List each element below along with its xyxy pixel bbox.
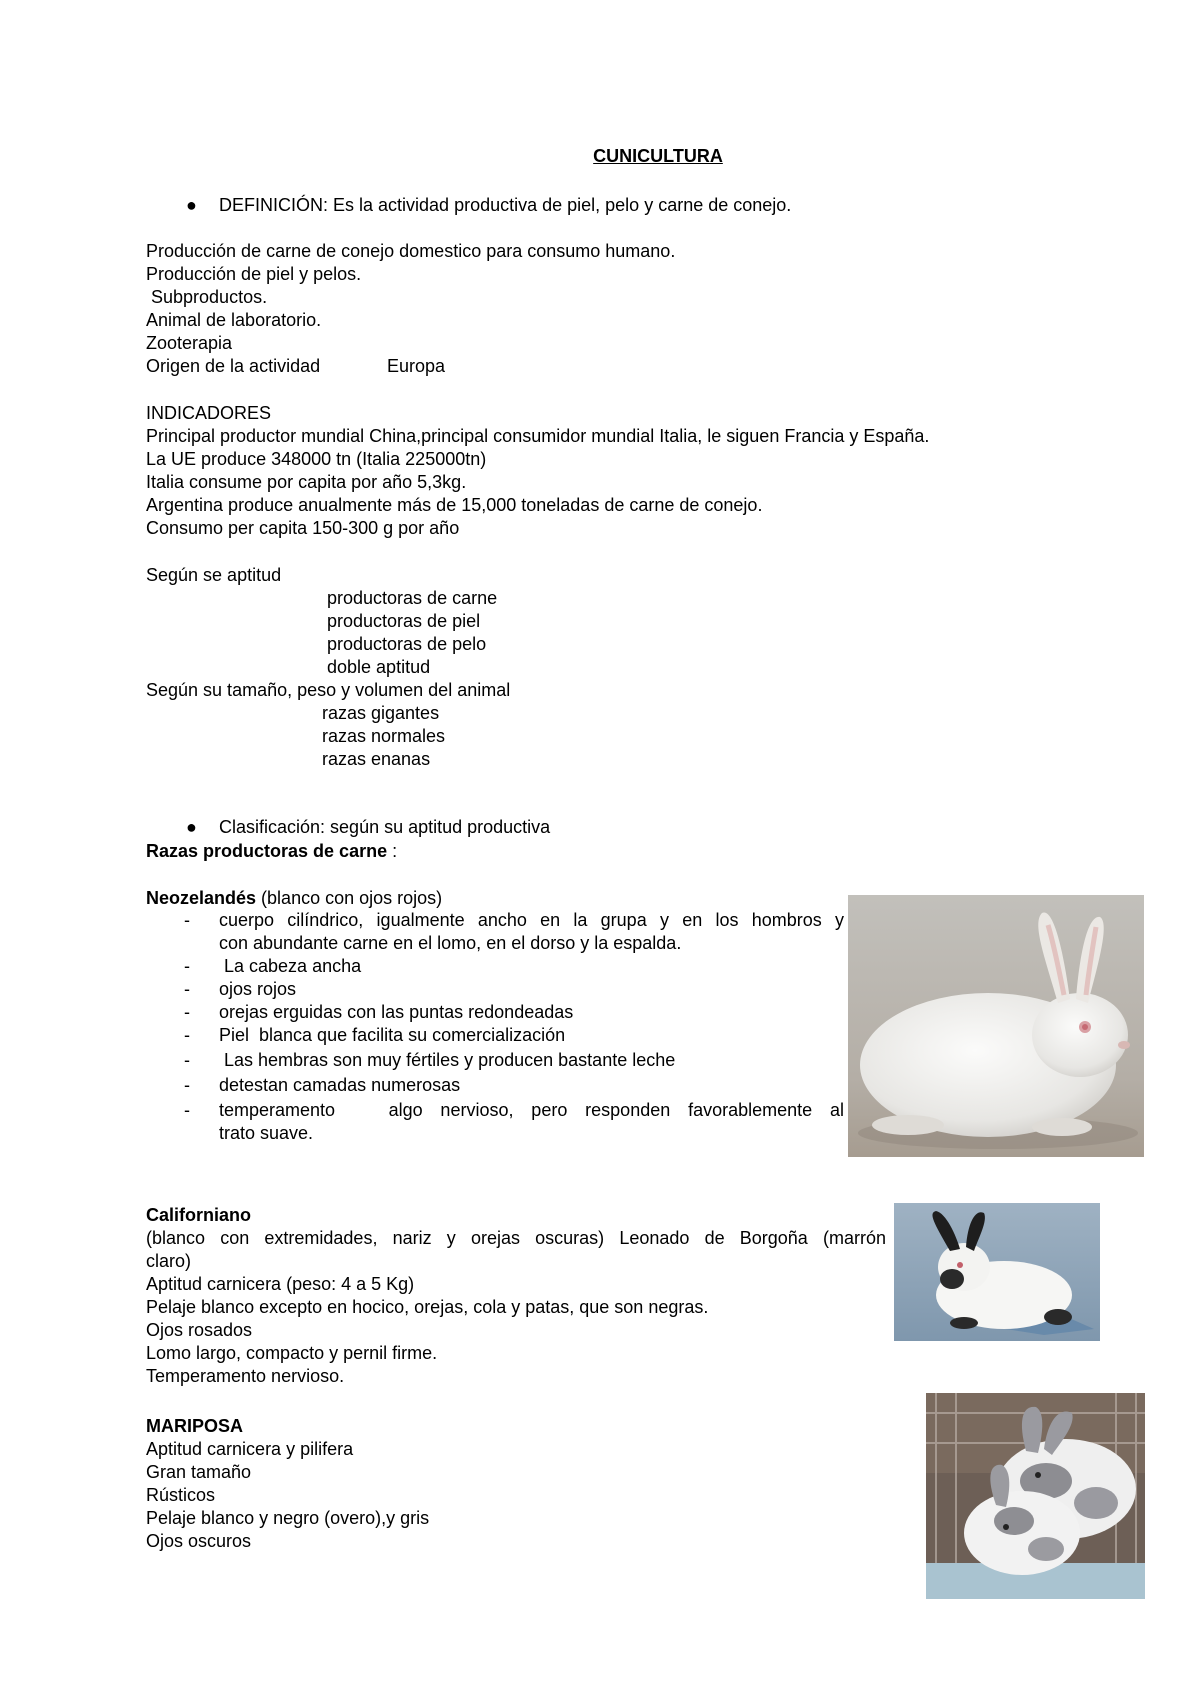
californiano-name: Californiano [146,1205,252,1225]
use-line: Animal de laboratorio. [146,310,322,330]
neozelandes-item: detestan camadas numerosas [219,1075,461,1095]
bullet-classification: ● [186,817,197,837]
neozelandes-item: La cabeza ancha [219,956,362,976]
mariposa-line: Ojos oscuros [146,1531,252,1551]
mariposa-rabbits-photo [926,1393,1145,1599]
classification-text: Clasificación: según su aptitud productiva [219,817,551,837]
californiano-line: Pelaje blanco excepto en hocico, orejas, cola y patas, que son negras. [146,1297,709,1317]
dash-marker: - [184,979,190,999]
origin-value: Europa [387,356,446,376]
dash-marker: - [184,910,190,930]
mariposa-heading [146,1415,243,1438]
aptitude-item: productoras de carne [327,588,498,608]
size-item: razas normales [322,726,446,746]
document-title: CUNICULTURA [593,146,723,166]
neozelandes-item: orejas erguidas con las puntas redondeadas [219,1002,574,1022]
definition-text: DEFINICIÓN: Es la actividad productiva de piel, pelo y carne de conejo. [219,195,792,215]
dash-marker: - [184,1050,190,1070]
californiano-desc-line: (blanco con extremidades, nariz y orejas oscuras) Leonado de Borgoña (marrón [146,1228,886,1248]
meat-breeds-heading [146,840,397,863]
mariposa-name: MARIPOSA [146,1416,244,1436]
indicator-line: Italia consume por capita por año 5,3kg. [146,472,467,492]
dash-marker: - [184,1002,190,1022]
aptitude-heading: Según se aptitud [146,565,282,585]
meat-breeds-heading-suffix: : [387,841,398,861]
dash-marker: - [184,1100,190,1120]
dash-marker: - [184,956,190,976]
mariposa-line: Pelaje blanco y negro (overo),y gris [146,1508,430,1528]
neozelandes-desc: (blanco con ojos rojos) [256,888,443,908]
californiano-rabbit-photo [894,1203,1100,1341]
indicator-line: Consumo per capita 150-300 g por año [146,518,460,538]
size-heading: Según su tamaño, peso y volumen del animal [146,680,511,700]
aptitude-item: productoras de pelo [327,634,487,654]
indicator-line: Argentina produce anualmente más de 15,000 toneladas de carne de conejo. [146,495,763,515]
dash-marker: - [184,1075,190,1095]
neozelandes-item: ojos rojos [219,979,297,999]
californiano-line: Lomo largo, compacto y pernil firme. [146,1343,438,1363]
neozelandes-item: Piel blanca que facilita su comercialización [219,1025,566,1045]
use-line: Producción de piel y pelos. [146,264,362,284]
dash-marker: - [184,1025,190,1045]
neozelandes-item: cuerpo cilíndrico, igualmente ancho en la grupa y en los hombros y [219,910,844,930]
californiano-desc-line: claro) [146,1251,192,1271]
californiano-line: Temperamento nervioso. [146,1366,345,1386]
californiano-heading [146,1204,251,1227]
neozelandes-name: Neozelandés [146,888,257,908]
neozelandes-item-cont: con abundante carne en el lomo, en el dorso y la espalda. [219,933,682,953]
neozelandes-item-cont: trato suave. [219,1123,314,1143]
use-line: Subproductos. [146,287,268,307]
size-item: razas enanas [322,749,431,769]
neozelandes-item: Las hembras son muy fértiles y producen bastante leche [219,1050,676,1070]
neozelandes-heading [146,887,442,910]
mariposa-line: Aptitud carnicera y pilifera [146,1439,354,1459]
bullet-definition: ● [186,195,197,215]
size-item: razas gigantes [322,703,440,723]
californiano-line: Ojos rosados [146,1320,253,1340]
indicators-heading: INDICADORES [146,403,272,423]
neozelandes-item: temperamento algo nervioso, pero responden favorablemente al [219,1100,844,1120]
indicator-line: La UE produce 348000 tn (Italia 225000tn) [146,449,487,469]
mariposa-line: Rústicos [146,1485,216,1505]
origin-label: Origen de la actividad [146,356,321,376]
neozelandes-rabbit-photo [848,895,1144,1157]
aptitude-item: productoras de piel [327,611,481,631]
indicator-line: Principal productor mundial China,principal consumidor mundial Italia, le siguen Francia y España. [146,426,930,446]
use-line: Producción de carne de conejo domestico para consumo humano. [146,241,676,261]
meat-breeds-heading-bold: Razas productoras de carne [146,841,388,861]
californiano-line: Aptitud carnicera (peso: 4 a 5 Kg) [146,1274,415,1294]
mariposa-line: Gran tamaño [146,1462,252,1482]
use-line: Zooterapia [146,333,233,353]
aptitude-item: doble aptitud [327,657,431,677]
